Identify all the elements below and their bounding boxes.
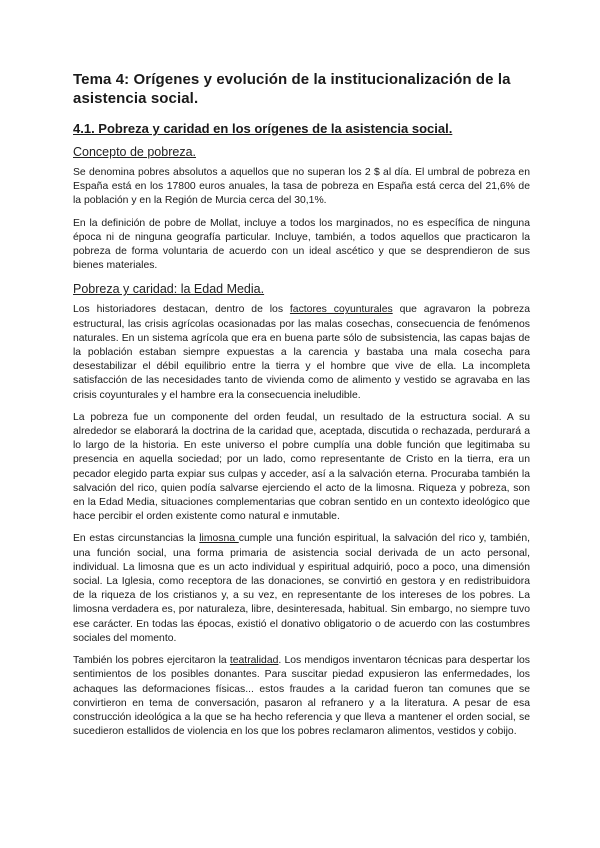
paragraph-5 — [73, 532, 530, 646]
paragraph-5-text-b: cumple una función espiritual, la salvación del rico y, también, una función social, una forma primaria de asistencia social derivada de un acto personal, individual. La limosna que es un acto individual y espiritual adquirió, poco a poco, una dimensión social. La Iglesia, como receptora de las donaciones, se convirtió en gestora y en redistribuidora de la riqueza de los cristianos y, a su vez, en representante de los intereses de los pobres. La limosna verdadera es, por naturaleza, libre, desinteresada, habitual. Sin embargo, no siempre tuvo ese carácter. En todas las épocas, existió el donativo obligatorio o de acuerdo con las costumbres sociales del momento. — [73, 533, 530, 644]
subheading-concepto: Concepto de pobreza. — [73, 145, 197, 159]
subheading-edad-media: Pobreza y caridad: la Edad Media. — [73, 282, 265, 297]
paragraph-1: Se denomina pobres absolutos a aquellos que no superan los 2 $ al día. El umbral de pobreza en España está en los 17800 euros anuales, la tasa de pobreza en España está cerca del 21,6% de la población y en la Región de Murcia cerca del 30,1%. — [73, 167, 530, 207]
paragraph-4: La pobreza fue un componente del orden feudal, un resultado de la estructura social. A su alrededor se elaborará la doctrina de la caridad que, aceptada, discutida o rechazada, perdurará a lo largo de la historia. En este universo el pobre cumplía una doble función que legitimaba su presencia en aquella sociedad; por un lado, como representante de Cristo en la tierra, era un pecador elegido parta expiar sus culpas y acceder, así a la salvación eterna. Procuraba también la salvación del rico, quien podía salvarse ejerciendo el acto de la limosna. Riqueza y pobreza, son en la Edad Media, situaciones complementarias que cobran sentido en un contexto ideológico que hace percibir el orden existente como natural e inmutable. — [73, 411, 530, 523]
paragraph-5-text-a: En estas circunstancias la — [73, 533, 200, 545]
section-heading: 4.1. Pobreza y caridad en los orígenes de la asistencia social. — [73, 121, 453, 136]
paragraph-3-text-b: que agravaron la pobreza estructural, las crisis agrícolas ocasionadas por las malas cosechas, consecuencia de fenómenos naturales. En un sistema agrícola que era en buena parte sólo de subsistencia, las capas bajas de la población estaban siempre expuestas a la carencia y bastaba una mala cosecha para desestabilizar el débil equilibrio entre la tierra y el hombre que vive de ella. La incompleta satisfacción de las necesidades tanto de vivienda como de alimento y vestido se agravaba en las crisis coyunturales y el hambre era la consecuencia ineludible. — [73, 304, 530, 401]
paragraph-3-text-a: Los historiadores destacan, dentro de los — [73, 304, 290, 316]
paragraph-6-text-b: . Los mendigos inventaron técnicas para despertar los sentimientos de los posibles donantes. Para suscitar piedad expusieron las enfermedades, los achaques las deformaciones físicas... estos fraudes a la caridad fueron tan comunes que se convirtieron en tema de conversación, pasaron al refranero y a la literatura. A pesar de esa construcción ideológica a la que se ha hecho referencia y que lleva a mantener el orden social, se sucedieron estallidos de violencia en los que los pobres reclamaron alimentos, vestidos y cobijo. — [73, 655, 530, 738]
paragraph-3 — [73, 303, 530, 402]
underlined-term-limosna: limosna — [199, 533, 239, 545]
underlined-term-teatralidad: teatralidad — [229, 655, 279, 667]
document-title: Tema 4: Orígenes y evolución de la institucionalización de la asistencia social. — [73, 71, 511, 107]
paragraph-2: En la definición de pobre de Mollat, incluye a todos los marginados, no es específica de ninguna época ni de ninguna geografía particular. Incluye, también, a todos aquellos que practicaron la pobreza de forma voluntaria de acuerdo con un ideal ascético y que se desprendieron de sus bienes materiales. — [73, 217, 530, 272]
paragraph-6 — [73, 654, 530, 739]
underlined-term-factores: factores coyunturales — [289, 304, 393, 316]
paragraph-6-text-a: También los pobres ejercitaron la — [73, 655, 230, 667]
